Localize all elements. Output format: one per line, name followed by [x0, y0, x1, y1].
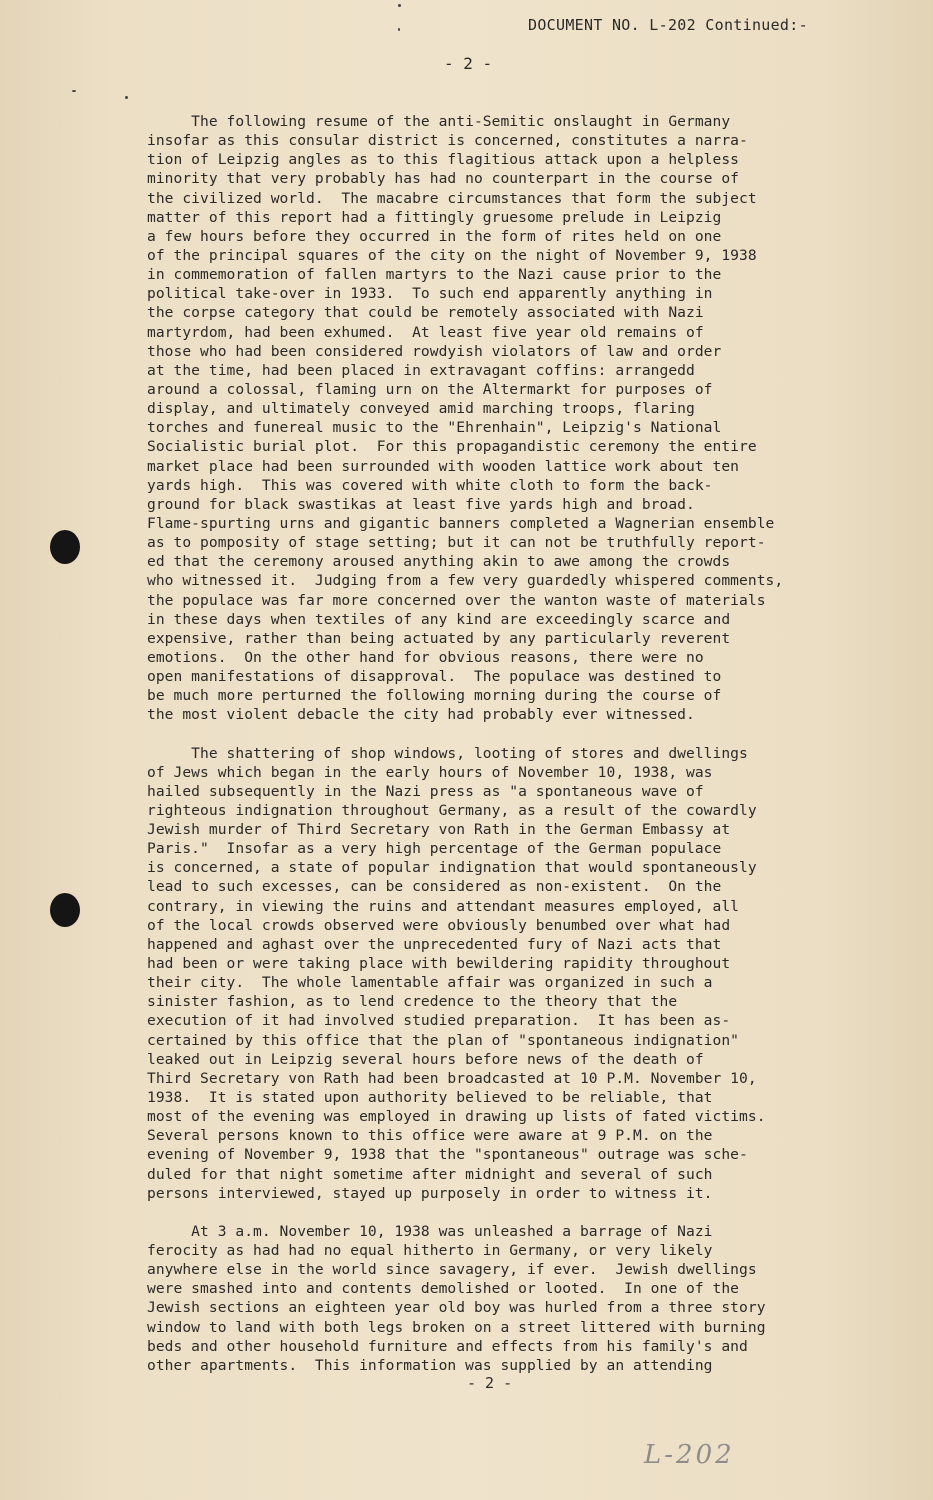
document-body — [147, 112, 847, 1394]
text-line: Jewish murder of Third Secretary von Rath in the German Embassy at — [147, 821, 731, 839]
text-line: at the time, had been placed in extravagant coffins: arrangedd — [147, 361, 695, 379]
text-line: Flame-spurting urns and gigantic banners completed a Wagnerian ensemble — [147, 514, 775, 532]
text-line: window to land with both legs broken on a street littered with burning — [147, 1318, 766, 1336]
text-line: Jewish sections an eighteen year old boy was hurled from a three story — [147, 1299, 766, 1317]
text-line: had been or were taking place with bewildering rapidity throughout — [147, 955, 731, 973]
text-line: At 3 a.m. November 10, 1938 was unleashed a barrage of Nazi — [147, 1222, 713, 1240]
text-line: the populace was far more concerned over the wanton waste of materials — [147, 591, 766, 609]
document-label: DOCUMENT NO. L-202 Continued:- — [528, 16, 808, 34]
page-number-top: - 2 - — [444, 54, 493, 73]
text-line: were smashed into and contents demolished or looted. In one of the — [147, 1280, 740, 1298]
text-line: happened and aghast over the unprecedented fury of Nazi acts that — [147, 935, 722, 953]
text-line: torches and funereal music to the "Ehrenhain", Leipzig's National — [147, 419, 722, 437]
text-line: persons interviewed, stayed up purposely in order to witness it. — [147, 1184, 713, 1202]
text-line: execution of it had involved studied preparation. It has been as- — [147, 1012, 731, 1030]
text-line: beds and other household furniture and effects from his family's and — [147, 1337, 748, 1355]
punch-hole — [50, 893, 80, 927]
text-line: hailed subsequently in the Nazi press as "a spontaneous wave of — [147, 782, 704, 800]
text-line: those who had been considered rowdyish violators of law and order — [147, 342, 722, 360]
text-line: ed that the ceremony aroused anything akin to awe among the crowds — [147, 553, 731, 571]
text-line: expensive, rather than being actuated by any particularly reverent — [147, 629, 731, 647]
text-line: duled for that night sometime after midnight and several of such — [147, 1165, 713, 1183]
page-number-bottom: - 2 - — [467, 1374, 513, 1392]
text-line: is concerned, a state of popular indignation that would spontaneously — [147, 859, 757, 877]
text-line: Socialistic burial plot. For this propagandistic ceremony the entire — [147, 438, 757, 456]
text-line: Paris." Insofar as a very high percentage of the German populace — [147, 840, 722, 858]
text-line: sinister fashion, as to lend credence to the theory that the — [147, 993, 678, 1011]
text-line: anywhere else in the world since savagery, if ever. Jewish dwellings — [147, 1261, 757, 1279]
text-line: leaked out in Leipzig several hours before news of the death of — [147, 1050, 704, 1068]
text-line: in commemoration of fallen martyrs to the Nazi cause prior to the — [147, 266, 722, 284]
text-line: be much more perturned the following morning during the course of — [147, 687, 722, 705]
text-line: contrary, in viewing the ruins and attendant measures employed, all — [147, 897, 740, 915]
text-line: political take-over in 1933. To such end apparently anything in — [147, 285, 713, 303]
punch-hole — [50, 530, 80, 564]
text-line: Several persons known to this office were aware at 9 P.M. on the — [147, 1127, 713, 1145]
text-line: of the local crowds observed were obviously benumbed over what had — [147, 916, 731, 934]
text-line: ground for black swastikas at least five yards high and broad. — [147, 495, 695, 513]
text-line: minority that very probably has had no counterpart in the course of — [147, 170, 740, 188]
text-line: most of the evening was employed in drawing up lists of fated victims. — [147, 1108, 766, 1126]
text-line: martyrdom, had been exhumed. At least five year old remains of — [147, 323, 704, 341]
text-line: other apartments. This information was supplied by an attending — [147, 1356, 713, 1374]
paragraph — [147, 1222, 847, 1375]
text-line: matter of this report had a fittingly gruesome prelude in Leipzig — [147, 208, 722, 226]
paper-speck — [125, 96, 128, 99]
text-line: insofar as this consular district is concerned, constitutes a narra- — [147, 132, 748, 150]
text-line: righteous indignation throughout Germany, as a result of the cowardly — [147, 801, 757, 819]
text-line: evening of November 9, 1938 that the "spontaneous" outrage was sche- — [147, 1146, 748, 1164]
text-line: the civilized world. The macabre circumstances that form the subject — [147, 189, 757, 207]
text-line: in these days when textiles of any kind are exceedingly scarce and — [147, 610, 731, 628]
text-line: of the principal squares of the city on the night of November 9, 1938 — [147, 246, 757, 264]
text-line: as to pomposity of stage setting; but it can not be truthfully report- — [147, 534, 766, 552]
paper-speck — [72, 90, 76, 92]
text-line: The shattering of shop windows, looting of stores and dwellings — [147, 744, 748, 762]
text-line: a few hours before they occurred in the form of rites held on one — [147, 227, 722, 245]
text-line: of Jews which began in the early hours of November 10, 1938, was — [147, 763, 713, 781]
text-line: around a colossal, flaming urn on the Altermarkt for purposes of — [147, 380, 713, 398]
handwritten-document-number: L-202 — [644, 1440, 735, 1470]
text-line: the most violent debacle the city had probably ever witnessed. — [147, 706, 695, 724]
text-line: Third Secretary von Rath had been broadcasted at 10 P.M. November 10, — [147, 1069, 757, 1087]
text-line: 1938. It is stated upon authority believed to be reliable, that — [147, 1089, 713, 1107]
paragraph — [147, 112, 847, 725]
paragraph — [147, 744, 847, 1203]
text-line: open manifestations of disapproval. The populace was destined to — [147, 668, 722, 686]
paper-speck — [398, 28, 400, 31]
text-line: market place had been surrounded with wooden lattice work about ten — [147, 457, 740, 475]
text-line: who witnessed it. Judging from a few very guardedly whispered comments, — [147, 572, 784, 590]
text-line: tion of Leipzig angles as to this flagitious attack upon a helpless — [147, 151, 740, 169]
paper-speck — [398, 4, 401, 7]
text-line: their city. The whole lamentable affair was organized in such a — [147, 974, 713, 992]
text-line: The following resume of the anti-Semitic onslaught in Germany — [147, 113, 731, 130]
text-line: ferocity as had had no equal hitherto in Germany, or very likely — [147, 1242, 713, 1260]
text-line: yards high. This was covered with white cloth to form the back- — [147, 476, 713, 494]
text-line: emotions. On the other hand for obvious reasons, there were no — [147, 648, 704, 666]
text-line: lead to such excesses, can be considered as non-existent. On the — [147, 878, 722, 896]
text-line: the corpse category that could be remotely associated with Nazi — [147, 304, 704, 322]
text-line: certained by this office that the plan of "spontaneous indignation" — [147, 1031, 740, 1049]
text-line: display, and ultimately conveyed amid marching troops, flaring — [147, 400, 695, 418]
